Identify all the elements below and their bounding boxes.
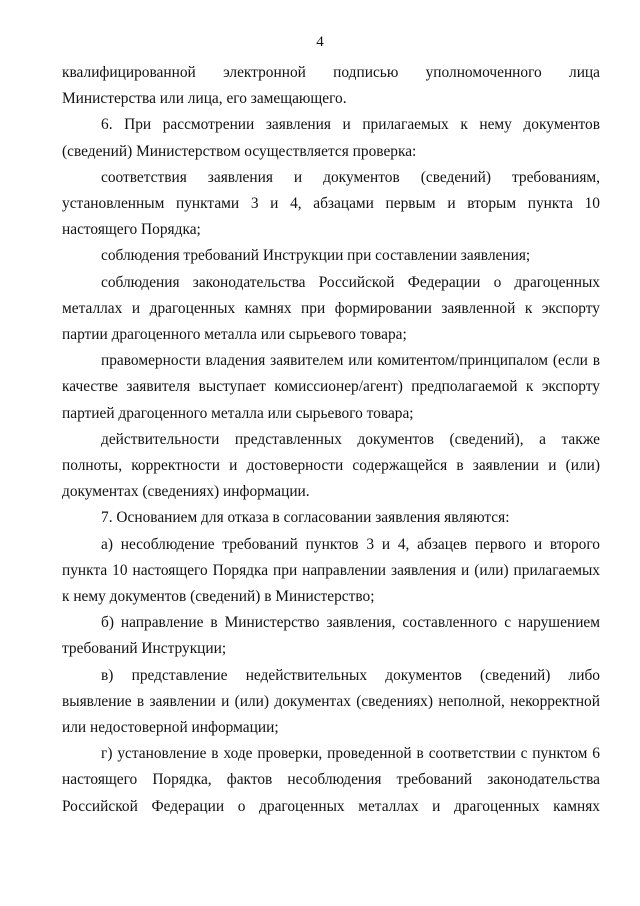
paragraph-item-7b: б) направление в Министерство заявления, составленного с нарушением требований Инструкции; <box>62 614 600 658</box>
paragraph-check-instruction: соблюдения требований Инструкции при составлении заявления; <box>101 247 531 265</box>
paragraph-item-7g: г) установление в ходе проверки, проведенной в соответствии с пунктом 6 настоящего Порядка, фактов несоблюдения требований законодательства Российской Федерации о драгоценных металлах и драгоценных камнях <box>62 745 600 815</box>
paragraph-check-legislation: соблюдения законодательства Российской Федерации о драгоценных металлах и драгоценных камнях при формировании заявленной к экспорту партии драгоценного металла или сырьевого товара; <box>62 273 600 344</box>
paragraph-check-ownership: правомерности владения заявителем или комитентом/принципалом (если в качестве заявителя выступает комиссионер/агент) предполагаемой к экспорту партией драгоценного металла или сырьевого товара; <box>62 352 600 422</box>
paragraph-item-7v: в) представление недействительных документов (сведений) либо выявление в заявлении и (или) документах (сведениях) неполной, некорректной или недостоверной информации; <box>62 666 600 737</box>
paragraph-item-7a: а) несоблюдение требований пунктов 3 и 4, абзацев первого и второго пункта 10 настоящего Порядка при направлении заявления и (или) прилагаемых к нему документов (сведений) в Министерство; <box>62 535 600 606</box>
page-number: 4 <box>316 34 324 50</box>
paragraph-continuation: квалифицированной электронной подписью уполномоченного лица Министерства или лица, его замещающего. <box>62 64 600 108</box>
paragraph-item-7: 7. Основанием для отказа в согласовании заявления являются: <box>101 509 510 527</box>
paragraph-check-validity: действительности представленных документов (сведений), а также полноты, корректности и достоверности содержащейся в заявлении и (или) документах (сведениях) информации. <box>62 430 600 501</box>
paragraph-check-compliance: соответствия заявления и документов (сведений) требованиям, установленным пунктами 3 и 4, абзацами первым и вторым пункта 10 настоящего Порядка; <box>62 168 600 239</box>
paragraph-item-6: 6. При рассмотрении заявления и прилагаемых к нему документов (сведений) Министерством осуществляется проверка: <box>62 116 600 160</box>
document-body <box>62 60 600 820</box>
